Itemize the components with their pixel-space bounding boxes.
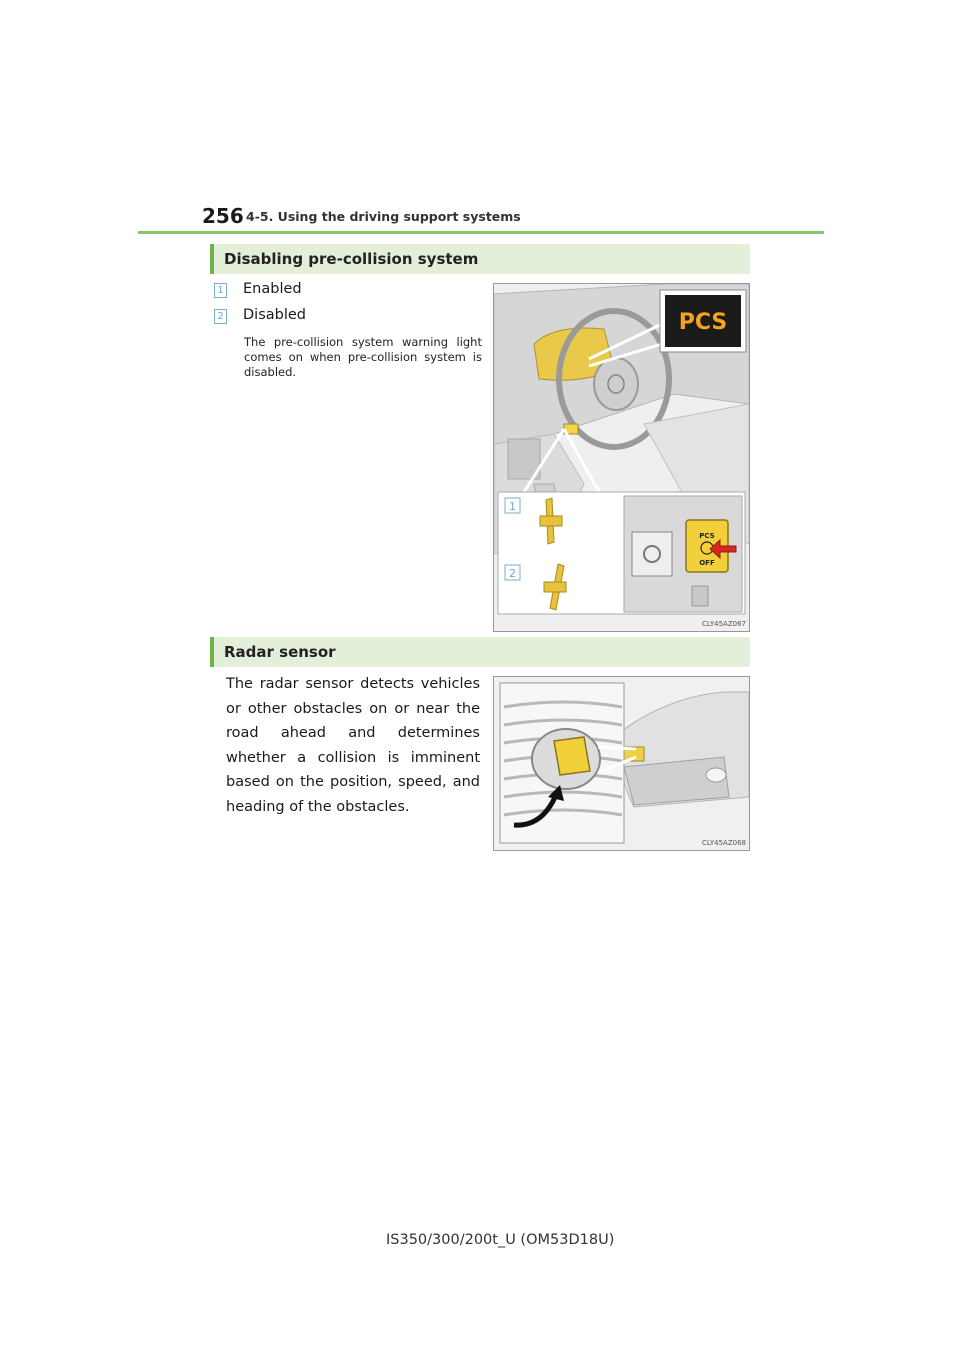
breadcrumb: 4-5. Using the driving support systems — [246, 209, 521, 224]
radar-sensor-icon — [554, 737, 590, 775]
switch-label-top: PCS — [699, 532, 715, 540]
section-heading-text: Radar sensor — [224, 643, 336, 661]
radar-sensor-figure — [493, 676, 750, 851]
section-heading-text: Disabling pre-collision system — [224, 250, 479, 268]
item-number-badge: 2 — [214, 309, 227, 324]
item-label-disabled: Disabled — [243, 307, 306, 323]
inset-marker: 2 — [509, 567, 516, 580]
figure-code: CLY45AZ068 — [702, 839, 746, 847]
switch-label-bottom: OFF — [699, 559, 715, 567]
section-heading-disabling-pcs — [210, 244, 750, 274]
cockpit-illustration — [494, 284, 749, 631]
item-number-badge: 1 — [214, 283, 227, 298]
radar-sensor-illustration — [494, 677, 749, 850]
header-rule — [138, 231, 824, 234]
model-footer: IS350/300/200t_U (OM53D18U) — [386, 1232, 615, 1248]
section-heading-radar-sensor — [210, 637, 750, 667]
item-label-enabled: Enabled — [243, 281, 302, 297]
pcs-display-text: PCS — [678, 310, 728, 335]
radar-sensor-paragraph: The radar sensor detects vehicles or other obstacles on or near the road ahead and determines whether a collision is imminent based on the position, speed, and heading of the obstacles. — [226, 676, 480, 815]
page-number: 256 — [202, 204, 244, 228]
inset-marker: 1 — [509, 500, 516, 513]
note-text: The pre-collision system warning light comes on when pre-collision system is disabled. — [244, 335, 482, 379]
figure-code: CLY45AZ067 — [702, 620, 746, 628]
pcs-switch-figure — [493, 283, 750, 632]
